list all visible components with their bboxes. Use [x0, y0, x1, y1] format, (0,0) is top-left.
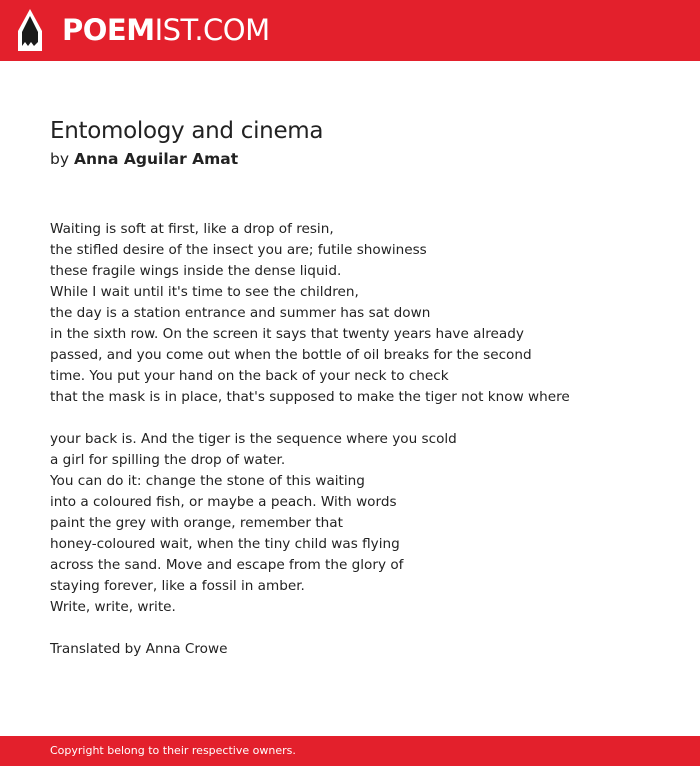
stanza-gap — [50, 618, 570, 639]
poem-title: Entomology and cinema — [50, 118, 324, 144]
stanza-gap — [50, 408, 570, 429]
poem-line: into a coloured fish, or maybe a peach. With words — [50, 494, 397, 510]
poem-byline — [50, 149, 238, 169]
site-header — [0, 0, 700, 61]
poem-line: passed, and you come out when the bottle of oil breaks for the second — [50, 347, 532, 363]
poem-line: a girl for spilling the drop of water. — [50, 452, 286, 468]
poem-line: honey-coloured wait, when the tiny child was flying — [50, 536, 400, 552]
poem-line: paint the grey with orange, remember that — [50, 515, 343, 531]
poem-line: that the mask is in place, that's supposed to make the tiger not know where — [50, 389, 570, 405]
poem-line: the day is a station entrance and summer has sat down — [50, 305, 431, 321]
poem-body — [50, 219, 570, 660]
poem-line: Write, write, write. — [50, 599, 176, 615]
logo-bold-text: POEM — [62, 13, 155, 47]
poem-author: Anna Aguilar Amat — [73, 150, 239, 168]
site-logo[interactable] — [62, 13, 270, 47]
poem-line: these fragile wings inside the dense liquid. — [50, 263, 342, 279]
copyright-text: Copyright belong to their respective owners. — [50, 744, 296, 757]
poem-line: across the sand. Move and escape from the glory of — [50, 557, 404, 573]
poem-line: the stifled desire of the insect you are; futile showiness — [50, 242, 427, 258]
poem-line: in the sixth row. On the screen it says that twenty years have already — [50, 326, 524, 342]
poem-line: While I wait until it's time to see the children, — [50, 284, 359, 300]
stanza-2 — [50, 429, 570, 618]
translator-note: Translated by Anna Crowe — [50, 641, 228, 657]
poem-line: your back is. And the tiger is the sequence where you scold — [50, 431, 457, 447]
poem-line: You can do it: change the stone of this waiting — [50, 473, 365, 489]
poem-line: staying forever, like a fossil in amber. — [50, 578, 305, 594]
poem-line: time. You put your hand on the back of your neck to check — [50, 368, 449, 384]
site-footer — [0, 736, 700, 766]
by-label: by — [50, 150, 70, 168]
poem-line: Waiting is soft at first, like a drop of resin, — [50, 221, 334, 237]
pencil-tip-icon[interactable] — [18, 9, 42, 51]
stanza-1 — [50, 219, 570, 408]
logo-light-text: IST.COM — [154, 13, 270, 47]
